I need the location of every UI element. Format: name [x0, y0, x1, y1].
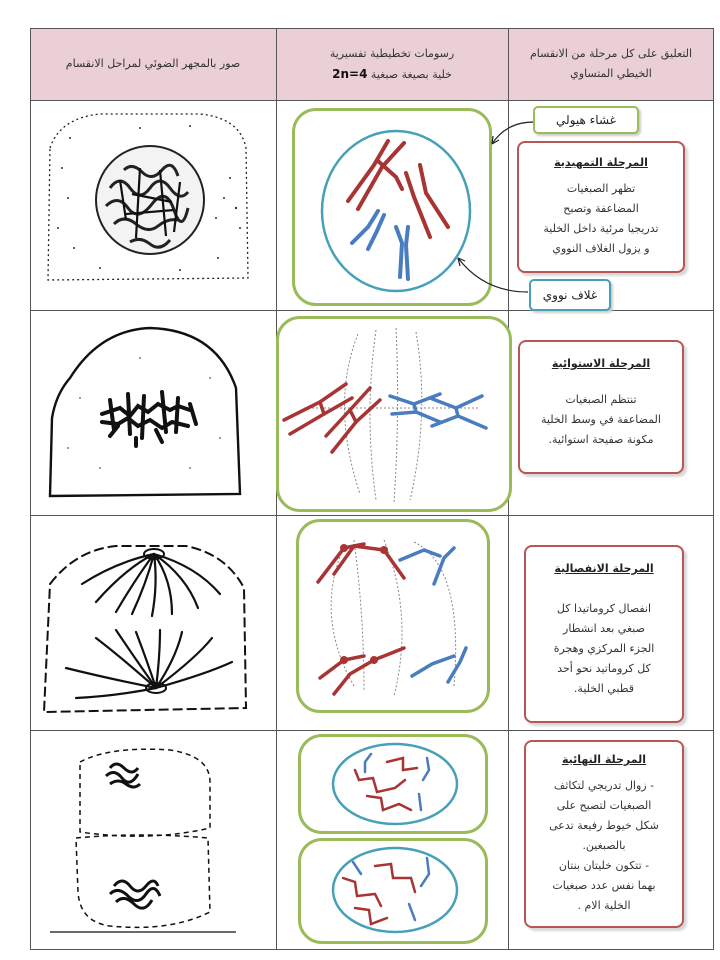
- micrograph-prophase: [40, 108, 260, 288]
- comment-metaphase: [518, 340, 684, 474]
- nuclear-envelope: [322, 131, 470, 291]
- header-drawings-line2-text: خلية بصيغة صبغية: [370, 67, 452, 81]
- metaphase-line-3: مكونة صفيحة استوائية.: [548, 433, 654, 446]
- nuclear-envelope-label: [529, 279, 611, 311]
- anaphase-title: المرحلة الانفصالية: [554, 562, 654, 575]
- comment-anaphase: [524, 545, 684, 723]
- ploidy-formula: 2n=4: [332, 66, 368, 81]
- anaphase-line-4: كل كروماتيد نحو أحد: [557, 662, 651, 675]
- prophase-line-2: المضاعفة وتصبح: [563, 202, 639, 215]
- telophase-line-7: الخلية الام .: [577, 899, 631, 912]
- telophase-line-2: الصبغيات لتصبح على: [556, 799, 652, 812]
- prophase-line-4: و يزول الغلاف النووي: [552, 242, 650, 255]
- header-commentary: [508, 28, 714, 100]
- telophase-line-4: بالصبغين.: [582, 839, 626, 852]
- telophase-title: المرحلة النهائية: [561, 753, 647, 766]
- prophase-line-1: تظهر الصبغيات: [566, 182, 636, 195]
- comment-prophase: [517, 141, 685, 273]
- telophase-line-6: بهما نفس عدد صبغيات: [552, 879, 656, 892]
- anaphase-line-3: الجزء المركزي وهجرة: [553, 642, 655, 655]
- micrograph-anaphase: [36, 528, 256, 720]
- comment-telophase: [524, 740, 684, 928]
- header-photos-text: صور بالمجهر الضوئي لمراحل الانقسام: [65, 57, 241, 70]
- telophase-cell1-drawing: [325, 740, 465, 830]
- prophase-line-3: تدريجيا مرئية داخل الخلية: [543, 222, 659, 235]
- anaphase-line-2: صبغي بعد انشطار: [563, 622, 645, 635]
- micrograph-metaphase: [40, 318, 250, 508]
- metaphase-line-1: تنتظم الصبغيات: [565, 393, 637, 406]
- plasma-membrane-label-text: غشاء هيولي: [556, 113, 616, 127]
- header-commentary-text: التعليق على كل مرحلة من الانقسام الخيطي المتساوي: [529, 47, 693, 80]
- metaphase-drawing: [280, 324, 510, 504]
- anaphase-line-1: انفصال كروماتيدا كل: [556, 602, 652, 615]
- nuclear-envelope-label-text: غلاف نووي: [542, 288, 598, 302]
- micrograph-telophase: [50, 742, 236, 938]
- header-drawings: [276, 28, 508, 100]
- plasma-membrane-label: [533, 106, 639, 134]
- telophase-line-5: - تتكون خليتان بنتان: [558, 859, 650, 872]
- metaphase-title: المرحلة الاستوائية: [551, 357, 651, 370]
- anaphase-drawing: [304, 526, 484, 706]
- telophase-line-1: - زوال تدريجي لتكاثف: [553, 779, 655, 792]
- header-drawings-line2: [332, 64, 452, 85]
- telophase-cell2-drawing: [325, 844, 465, 938]
- header-drawings-line1: رسومات تخطيطية تفسيرية: [329, 46, 455, 60]
- prophase-title: المرحلة التمهيدية: [554, 156, 648, 169]
- anaphase-line-5: قطبي الخلية.: [573, 682, 635, 695]
- metaphase-line-2: المضاعفة في وسط الخلية: [541, 413, 661, 426]
- header-photos: [30, 28, 276, 100]
- telophase-line-3: شكل خيوط رفيعة تدعى: [549, 819, 659, 832]
